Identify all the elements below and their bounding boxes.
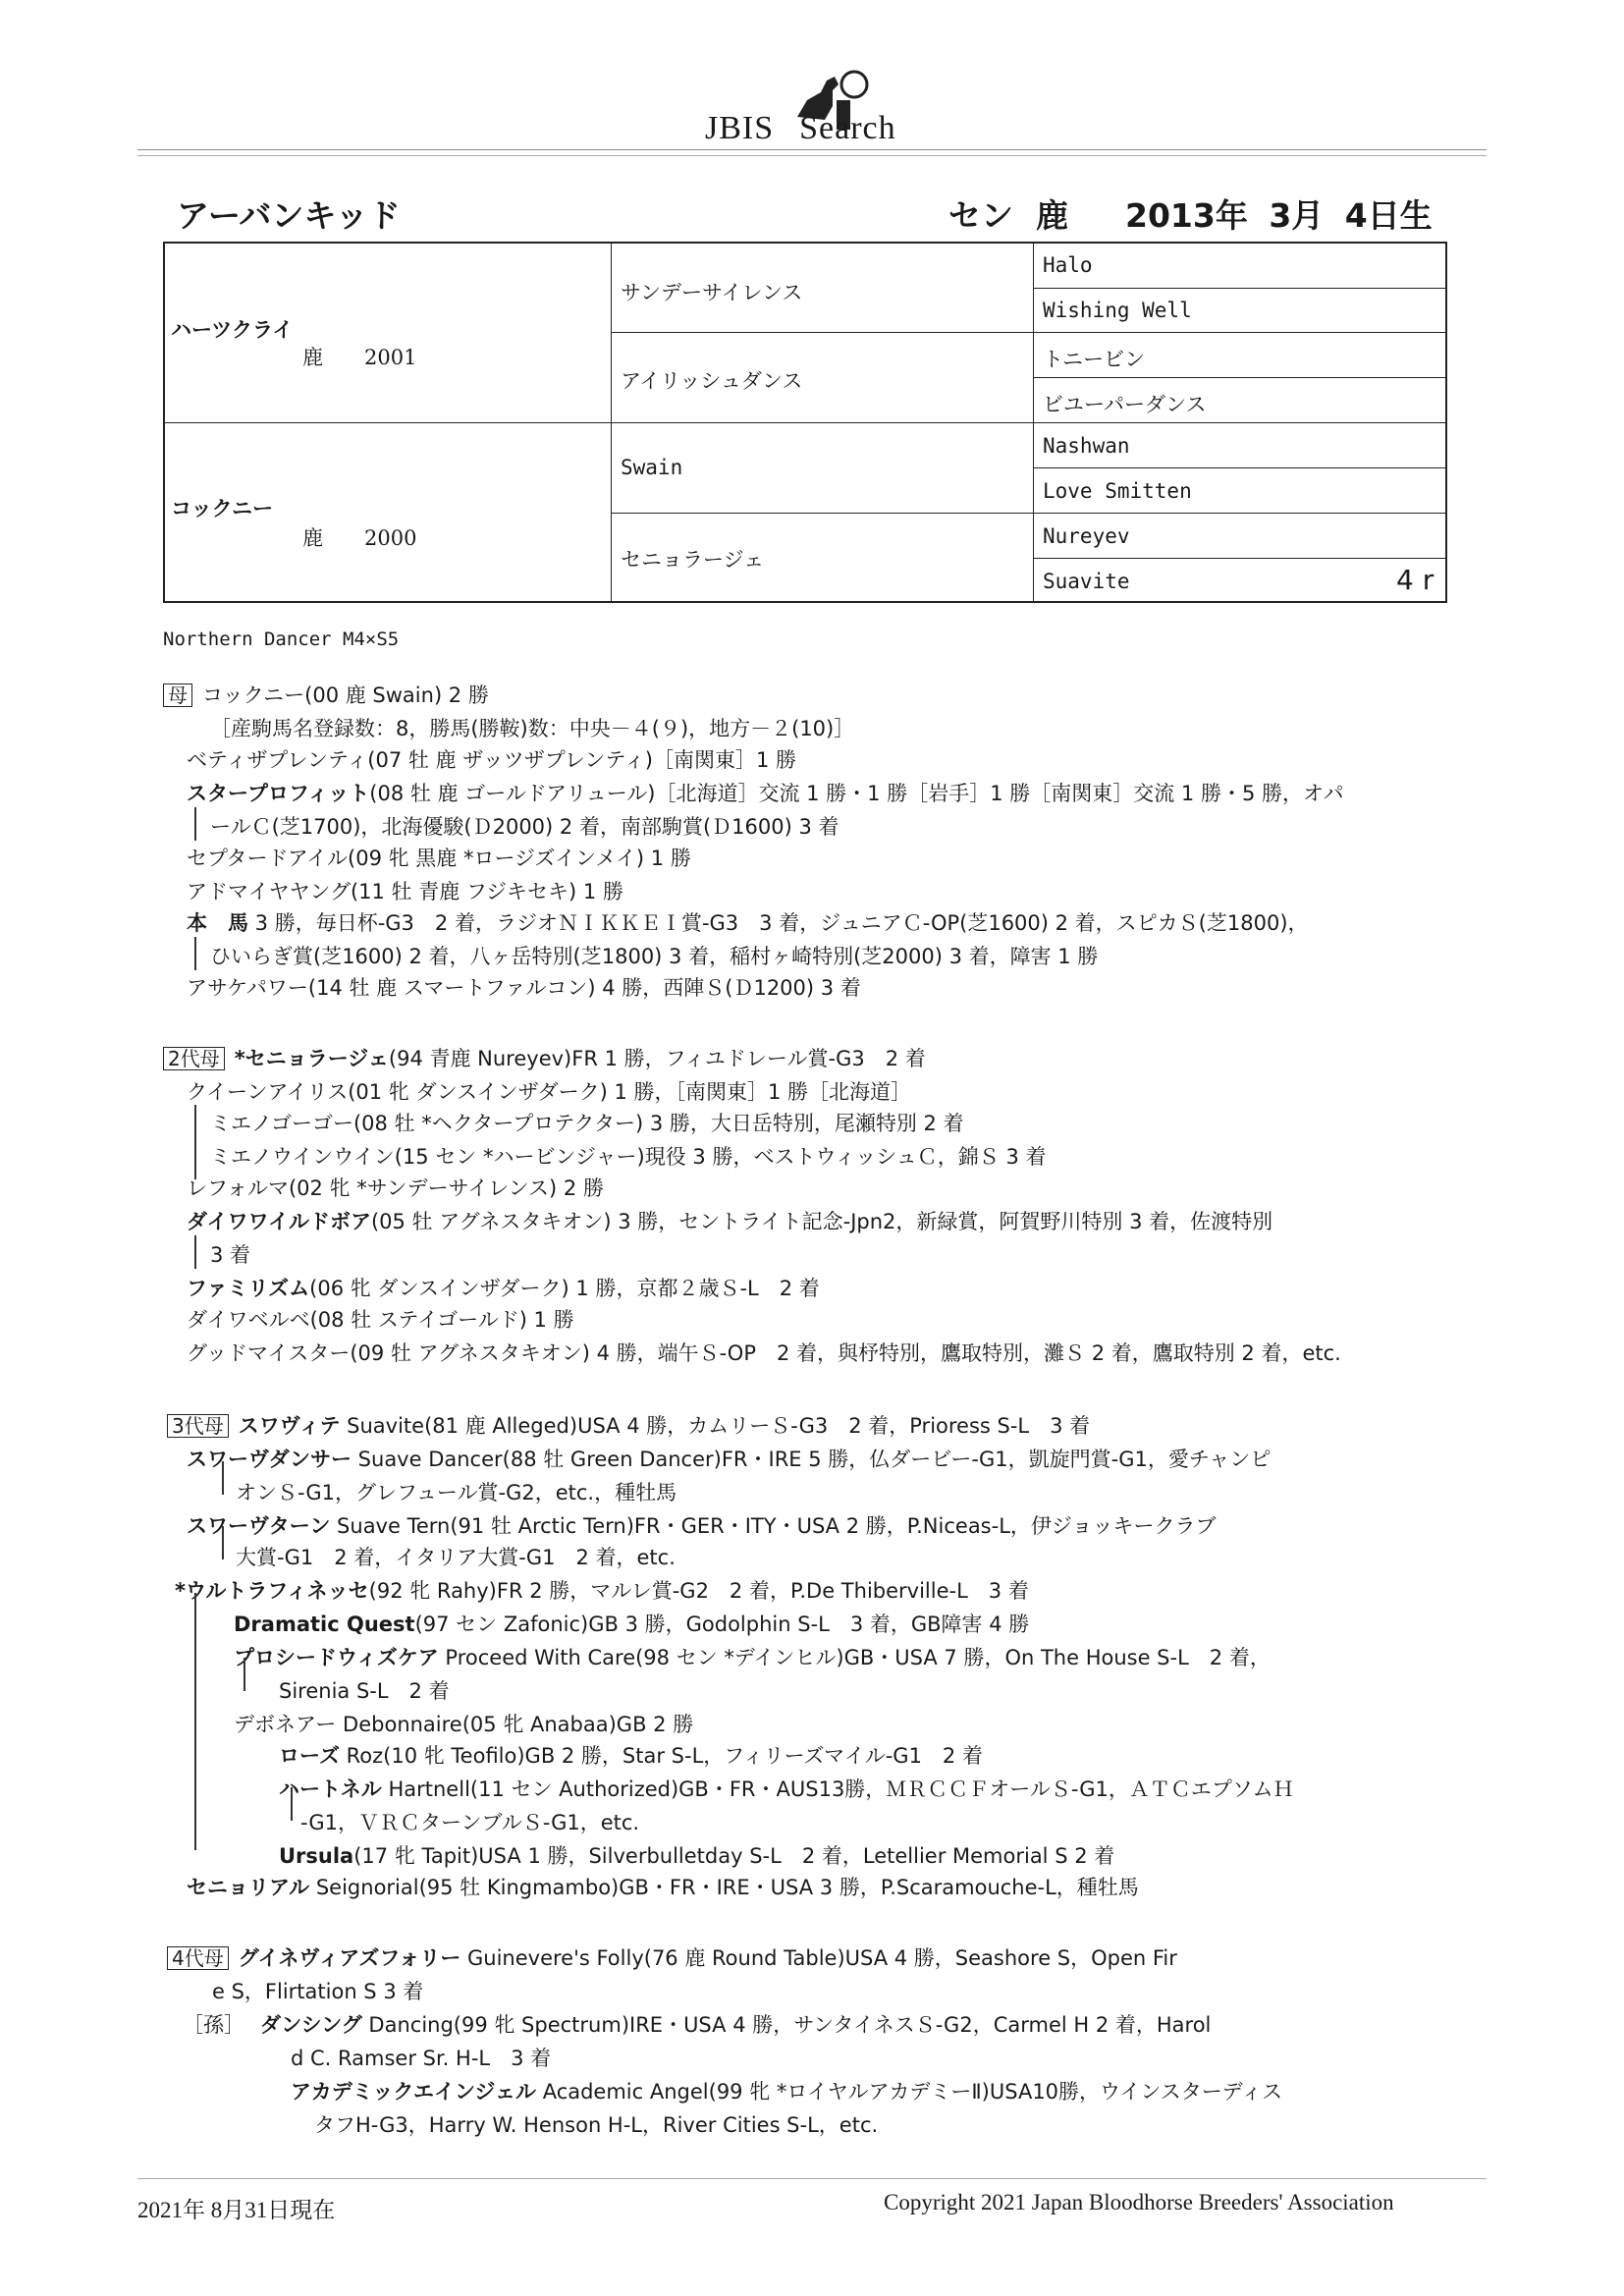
section-heading (167, 1410, 1090, 1440)
record-text: 3 勝，毎日杯-G3 2 着，ラジオＮＩＫＫＥＩ賞-G3 3 着，ジュニアＣ-OP(芝1600) 2 着，スピカＳ(芝1800)， (248, 911, 1309, 935)
horse-name-bold: ダンシング (260, 2013, 362, 2037)
record-text: Seignorial(95 牡 Kingmambo)GB・FR・IRE・USA 3 勝，P.Scaramouche-L，種牡馬 (309, 1876, 1139, 1899)
record-text: ールＣ(芝1700)，北海優駿(Ｄ2000) 2 着，南部駒賞(Ｄ1600) 3 着 (210, 815, 839, 839)
record-line (314, 2109, 878, 2139)
jbis-search-logo (705, 63, 941, 151)
record-text: 3 着 (210, 1243, 251, 1267)
dam-dam: セニョラージェ (621, 548, 765, 572)
logo-search: Search (799, 110, 896, 146)
record-line (187, 1510, 1216, 1540)
header-rule-secondary (137, 155, 1487, 156)
record-text: タフH-G3，Harry W. Henson H-L，River Cities S-L，etc. (314, 2113, 879, 2137)
horse-name-bold: ローズ (279, 1744, 340, 1768)
continuation-bar (194, 1105, 196, 1179)
record-line (236, 1542, 676, 1571)
horse-name-bold: スワーヴターン (187, 1514, 331, 1538)
continuation-bar (222, 1526, 224, 1559)
sire-name: ハーツクライ (171, 318, 294, 342)
record-text: ［産駒馬名登録数：8，勝馬(勝鞍)数：中央－４(９)，地方－２(10)］ (210, 717, 855, 740)
record-line (236, 1477, 677, 1506)
record-line (279, 1774, 1294, 1803)
copyright: Copyright 2021 Japan Bloodhorse Breeders' Association (884, 2190, 1394, 2214)
continuation-bar (194, 937, 196, 970)
horse-name-bold: 本 馬 (187, 911, 248, 935)
record-text: デボネアー Debonnaire(05 牝 Anabaa)GB 2 勝 (234, 1713, 694, 1736)
horse-name-bold: Dramatic Quest (234, 1613, 415, 1636)
record-text: セプタードアイル(09 牝 黒鹿 *ロージズインメイ) 1 勝 (187, 847, 691, 870)
record-text: アドマイヤヤング(11 牡 青鹿 フジキセキ) 1 勝 (187, 880, 623, 903)
record-text: -G1，ＶＲＣターンブルＳ-G1，etc. (300, 1811, 640, 1834)
record-line (187, 907, 1309, 937)
horse-birth-date: 2013年 3月 4日生 (1125, 196, 1433, 235)
family-number: 4 r (1396, 564, 1435, 596)
horse-name-bold: ファミリズム (187, 1277, 310, 1300)
record-line (187, 1444, 1271, 1473)
sire-sire: サンデーサイレンス (621, 281, 803, 304)
horse-name-bold: スタープロフィット (187, 782, 370, 805)
record-line (234, 1609, 1029, 1638)
record-line (187, 843, 691, 872)
g3-7: Nureyev (1043, 524, 1130, 548)
horse-name-bold: グイネヴィアズフォリー (238, 1946, 461, 1970)
record-line (212, 1976, 423, 2005)
header-rule (137, 149, 1487, 150)
record-text: アサケパワー(14 牡 鹿 スマートファルコン) 4 勝，西陣Ｓ(Ｄ1200) 3 着 (187, 976, 861, 1000)
record-text: Roz(10 牝 Teofilo)GB 2 勝，Star S-L，フィリーズマイル-G1 2 着 (339, 1744, 983, 1768)
horse-color: 鹿 (1036, 196, 1068, 235)
horse-name-bold: スワーヴダンサー (187, 1448, 352, 1471)
record-text: ダイワベルベ(08 牡 ステイゴールド) 1 勝 (187, 1308, 574, 1332)
record-text: レフォルマ(02 牝 *サンデーサイレンス) 2 勝 (187, 1176, 604, 1200)
record-line (210, 1239, 250, 1269)
horse-sex: セン (948, 196, 1013, 235)
record-line (187, 744, 796, 774)
record-line (210, 811, 839, 841)
record-line (187, 778, 1344, 807)
record-line (300, 1807, 639, 1836)
record-text: (08 牡 鹿 ゴールドアリュール)［北海道］交流 1 勝・1 勝［岩手］1 勝［南関東］交流 1 勝・5 勝，オパ (369, 782, 1344, 805)
record-text: (94 青鹿 Nureyev)FR 1 勝，フィユドレール賞-G3 2 着 (388, 1047, 926, 1070)
record-text: Sirenia S-L 2 着 (279, 1679, 450, 1703)
horse-name-bold: ダイワワイルドボア (187, 1210, 371, 1233)
g3-3: トニービン (1043, 348, 1146, 371)
record-text: (92 牝 Rahy)FR 2 勝，マルレ賞-G2 2 着，P.De Thiberville-L 3 着 (368, 1579, 1029, 1603)
section-heading (167, 1942, 1177, 1972)
record-line (234, 1709, 693, 1738)
dam-name: コックニー (171, 497, 274, 520)
continuation-bar (194, 1593, 196, 1850)
horse-name-bold: ハートネル (279, 1777, 382, 1801)
record-text: Suave Dancer(88 牡 Green Dancer)FR・IRE 5 勝，仏ダービー-G1，凱旋門賞-G1，愛チャンピ (352, 1448, 1272, 1471)
horse-name-bold: Ursula (279, 1844, 354, 1868)
record-text: (06 牝 ダンスインザダーク) 1 勝，京都２歳Ｓ-L 2 着 (309, 1277, 820, 1300)
record-line (187, 972, 861, 1002)
horse-name-bold: *セニョラージェ (234, 1047, 389, 1070)
record-line (279, 1740, 983, 1770)
record-text: (17 牝 Tapit)USA 1 勝，Silverbulletday S-L 2 着，Letellier Memorial S 2 着 (353, 1844, 1115, 1868)
logo-text (705, 108, 896, 147)
record-text: d C. Ramser Sr. H-L 3 着 (291, 2047, 552, 2070)
record-line (187, 1206, 1272, 1235)
record-text: Academic Angel(99 牝 *ロイヤルアカデミーⅡ)USA10勝，ウインスターディス (536, 2080, 1283, 2104)
inbreeding-note: Northern Dancer M4×S5 (163, 629, 400, 650)
record-line (183, 2009, 1211, 2039)
section-heading (163, 680, 489, 709)
record-line (187, 1076, 911, 1106)
record-line (187, 1304, 574, 1334)
record-text: (97 セン Zafonic)GB 3 勝，Godolphin S-L 3 着，GB障害 4 勝 (414, 1613, 1030, 1636)
record-text: ミエノウインウイン(15 セン *ハービンジャー)現役 3 勝，ベストウィッシュＣ，錦Ｓ 3 着 (210, 1145, 1047, 1169)
record-line (210, 713, 854, 742)
record-text: Guinevere's Folly(76 鹿 Round Table)USA 4 勝，Seashore S，Open Fir (460, 1946, 1177, 1970)
section-heading (163, 1043, 926, 1072)
record-line (291, 2076, 1282, 2105)
g3-6: Love Smitten (1043, 479, 1192, 503)
logo-jbis: JBIS (705, 110, 775, 146)
horse-name-bold: スワヴィテ (238, 1414, 341, 1438)
record-line (210, 1108, 964, 1137)
record-text: クイーンアイリス(01 牝 ダンスインザダーク) 1 勝，［南関東］1 勝［北海道］ (187, 1080, 912, 1104)
generation-tag: 2代母 (163, 1047, 225, 1070)
record-text: Dancing(99 牝 Spectrum)IRE・USA 4 勝，サンタイネスＳ-G2，Carmel H 2 着，Harol (361, 2013, 1212, 2037)
generation-tag: 3代母 (167, 1414, 229, 1438)
record-line (187, 876, 623, 905)
g3-8: Suavite (1043, 570, 1130, 593)
continuation-bar (194, 1235, 196, 1269)
record-text: Proceed With Care(98 セン *デインヒル)GB・USA 7 勝，On The House S-L 2 着， (438, 1646, 1271, 1669)
record-text: ベティザプレンティ(07 牡 鹿 ザッツザプレンティ)［南関東］1 勝 (187, 748, 796, 772)
record-text: コックニー(00 鹿 Swain) 2 勝 (202, 683, 489, 707)
as-of-date: 2021年 8月31日現在 (137, 2198, 336, 2222)
g3-4: ビユーパーダンス (1043, 393, 1207, 416)
continuation-bar (222, 1461, 224, 1495)
record-line (187, 1273, 820, 1302)
record-text: ひいらぎ賞(芝1600) 2 着，八ヶ岳特別(芝1800) 3 着，稲村ヶ崎特別(芝2000) 3 着，障害 1 勝 (210, 945, 1099, 968)
sire-dam: アイリッシュダンス (621, 369, 803, 393)
record-text: ミエノゴーゴー(08 牡 *ヘクタープロテクター) 3 勝，大日岳特別，尾瀬特別 2 着 (210, 1112, 964, 1135)
record-line (187, 1338, 1341, 1367)
pedigree-table (163, 242, 1447, 603)
record-line (210, 1141, 1047, 1171)
dam-info: 鹿 2000 (302, 526, 417, 550)
record-text: オンＳ-G1，グレフュール賞-G2，etc.，種牡馬 (236, 1481, 677, 1504)
record-line (234, 1642, 1271, 1671)
record-text: グッドマイスター(09 牡 アグネスタキオン) 4 勝，端午Ｓ-OP 2 着，與杼特別，鷹取特別，灘Ｓ 2 着，鷹取特別 2 着，etc. (187, 1341, 1341, 1365)
record-line (187, 1173, 604, 1202)
record-line (279, 1840, 1114, 1870)
horse-name-bold: プロシードウィズケア (234, 1646, 439, 1669)
record-line (279, 1675, 450, 1705)
continuation-bar (244, 1658, 245, 1691)
generation-tag: 4代母 (167, 1946, 229, 1970)
horse-name-bold: *ウルトラフィネッセ (175, 1579, 369, 1603)
record-line (291, 2043, 551, 2072)
dam-sire: Swain (621, 456, 683, 479)
record-text: (05 牡 アグネスタキオン) 3 勝，セントライト記念-Jpn2，新緑賞，阿賀野川特別 3 着，佐渡特別 (370, 1210, 1273, 1233)
g3-1: Halo (1043, 253, 1093, 277)
record-text: e S，Flirtation S 3 着 (212, 1980, 424, 2003)
horse-name: アーバンキッド (177, 196, 401, 235)
record-text: Suavite(81 鹿 Alleged)USA 4 勝，カムリーＳ-G3 2 着，Prioress S-L 3 着 (340, 1414, 1091, 1438)
footer-rule (137, 2178, 1487, 2179)
generation-tag: 母 (163, 683, 192, 707)
horse-name-bold: アカデミックエインジェル (291, 2080, 537, 2104)
g3-2: Wishing Well (1043, 299, 1192, 322)
continuation-bar (291, 1787, 293, 1821)
record-text: 大賞-G1 2 着，イタリア大賞-G1 2 着，etc. (236, 1546, 676, 1569)
record-text: Hartnell(11 セン Authorized)GB・FR・AUS13勝，ＭＲＣＣＦオールＳ-G1，ＡＴＣエプソムＨ (381, 1777, 1294, 1801)
record-line (187, 1872, 1139, 1901)
continuation-bar (194, 807, 196, 841)
sire-info: 鹿 2001 (302, 346, 417, 369)
record-line (210, 941, 1098, 970)
grandchild-marker: ［孫］ (183, 2013, 244, 2037)
record-line (175, 1575, 1029, 1605)
horse-name-bold: セニョリアル (187, 1876, 310, 1899)
record-text: Suave Tern(91 牡 Arctic Tern)FR・GER・ITY・USA 2 勝，P.Niceas-L，伊ジョッキークラブ (330, 1514, 1217, 1538)
g3-5: Nashwan (1043, 434, 1130, 458)
